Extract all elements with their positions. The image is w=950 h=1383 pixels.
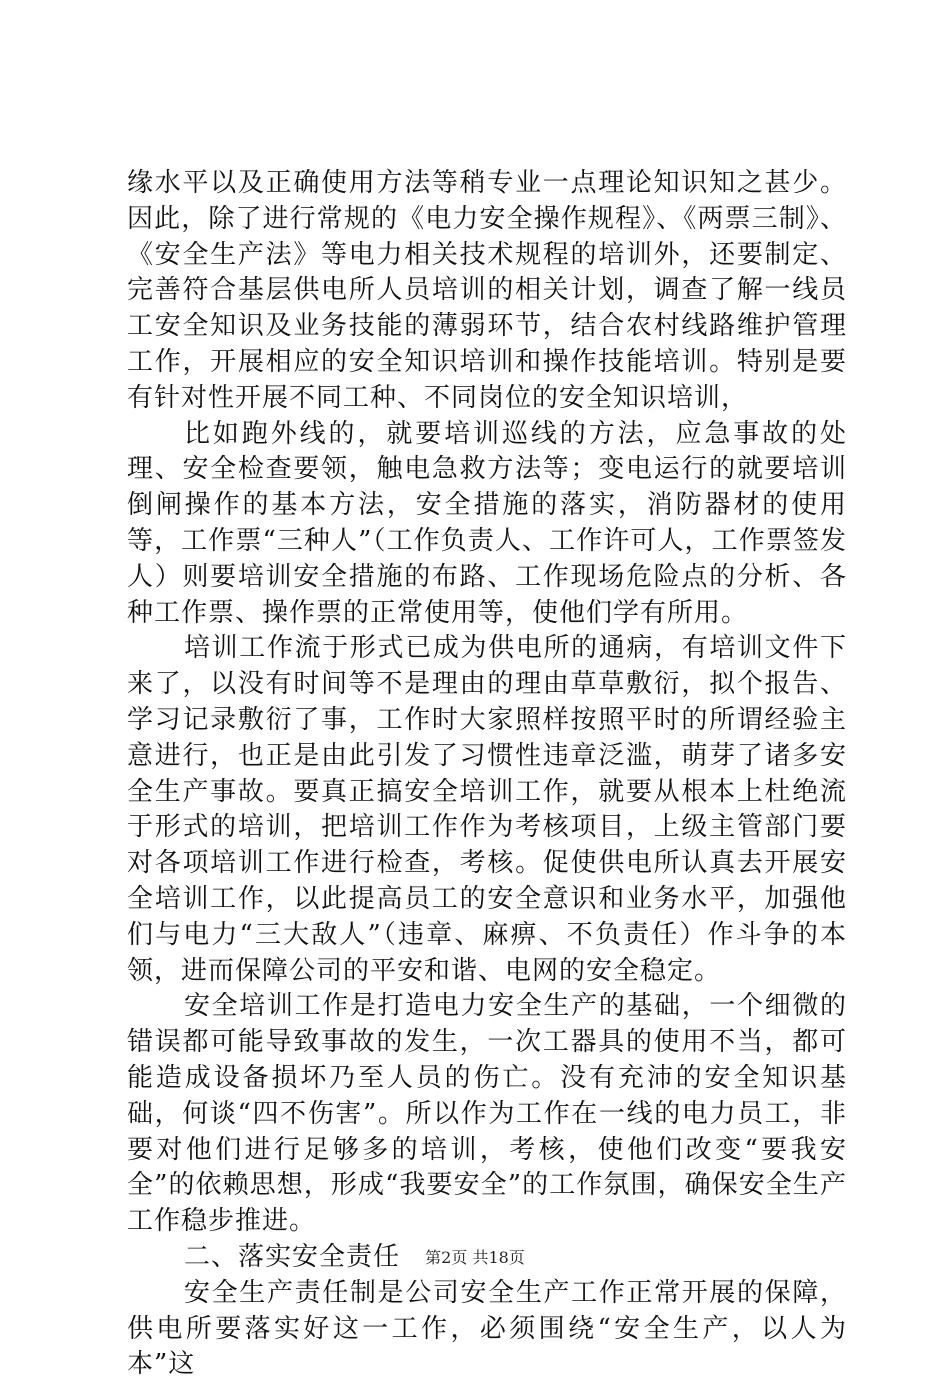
document-body bbox=[127, 166, 847, 1383]
paragraph-5: 安全生产责任制是公司安全生产工作正常开展的保障，供电所要落实好这一工作，必须围绕“安全生产，以人为本”这 bbox=[127, 1277, 847, 1380]
paragraph-1: 缘水平以及正确使用方法等稍专业一点理论知识知之甚少。因此，除了进行常规的《电力安全操作规程》、《两票三制》、《安全生产法》等电力相关技术规程的培训外，还要制定、完善符合基层供电所人员培训的相关计划，调查了解一线员工安全知识及业务技能的薄弱环节，结合农村线路维护管理工作，开展相应的安全知识培训和操作技能培训。特别是要有针对性开展不同工种、不同岗位的安全知识培训， bbox=[127, 168, 847, 413]
page-number: 第2页 共18页 bbox=[425, 1248, 525, 1267]
paragraph-2: 比如跑外线的，就要培训巡线的方法，应急事故的处理、安全检查要领，触电急救方法等；变电运行的就要培训倒闸操作的基本方法，安全措施的落实，消防器材的使用等，工作票“三种人”（工作负责人、工作许可人，工作票签发人）则要培训安全措施的布路、工作现场危险点的分析、各种工作票、操作票的正常使用等，使他们学有所用。 bbox=[127, 418, 847, 628]
section-heading: 二、落实安全责任 bbox=[184, 1241, 401, 1272]
paragraph-3: 培训工作流于形式已成为供电所的通病，有培训文件下来了，以没有时间等不是理由的理由草草敷衍，拟个报告、学习记录敷衍了事，工作时大家照样按照平时的所谓经验主意进行，也正是由此引发了习惯性违章泛滥，萌芽了诸多安全生产事故。要真正搞安全培训工作，就要从根本上杜绝流于形式的培训，把培训工作作为考核项目，上级主管部门要对各项培训工作进行检查，考核。促使供电所认真去开展安全培训工作，以此提高员工的安全意识和业务水平，加强他们与电力“三大敌人”（违章、麻痹、不负责任）作斗争的本领，进而保障公司的平安和谐、电网的安全稳定。 bbox=[127, 633, 847, 986]
paragraph-4: 安全培训工作是打造电力安全生产的基础，一个细微的错误都可能导致事故的发生，一次工器具的使用不当，都可能造成设备损坏乃至人员的伤亡。没有充沛的安全知识基础，何谈“四不伤害”。所以作为工作在一线的电力员工，非要对他们进行足够多的培训，考核，使他们改变“要我安全”的依赖思想，形成“我要安全”的工作氛围，确保安全生产工作稳步推进。 bbox=[127, 991, 847, 1237]
